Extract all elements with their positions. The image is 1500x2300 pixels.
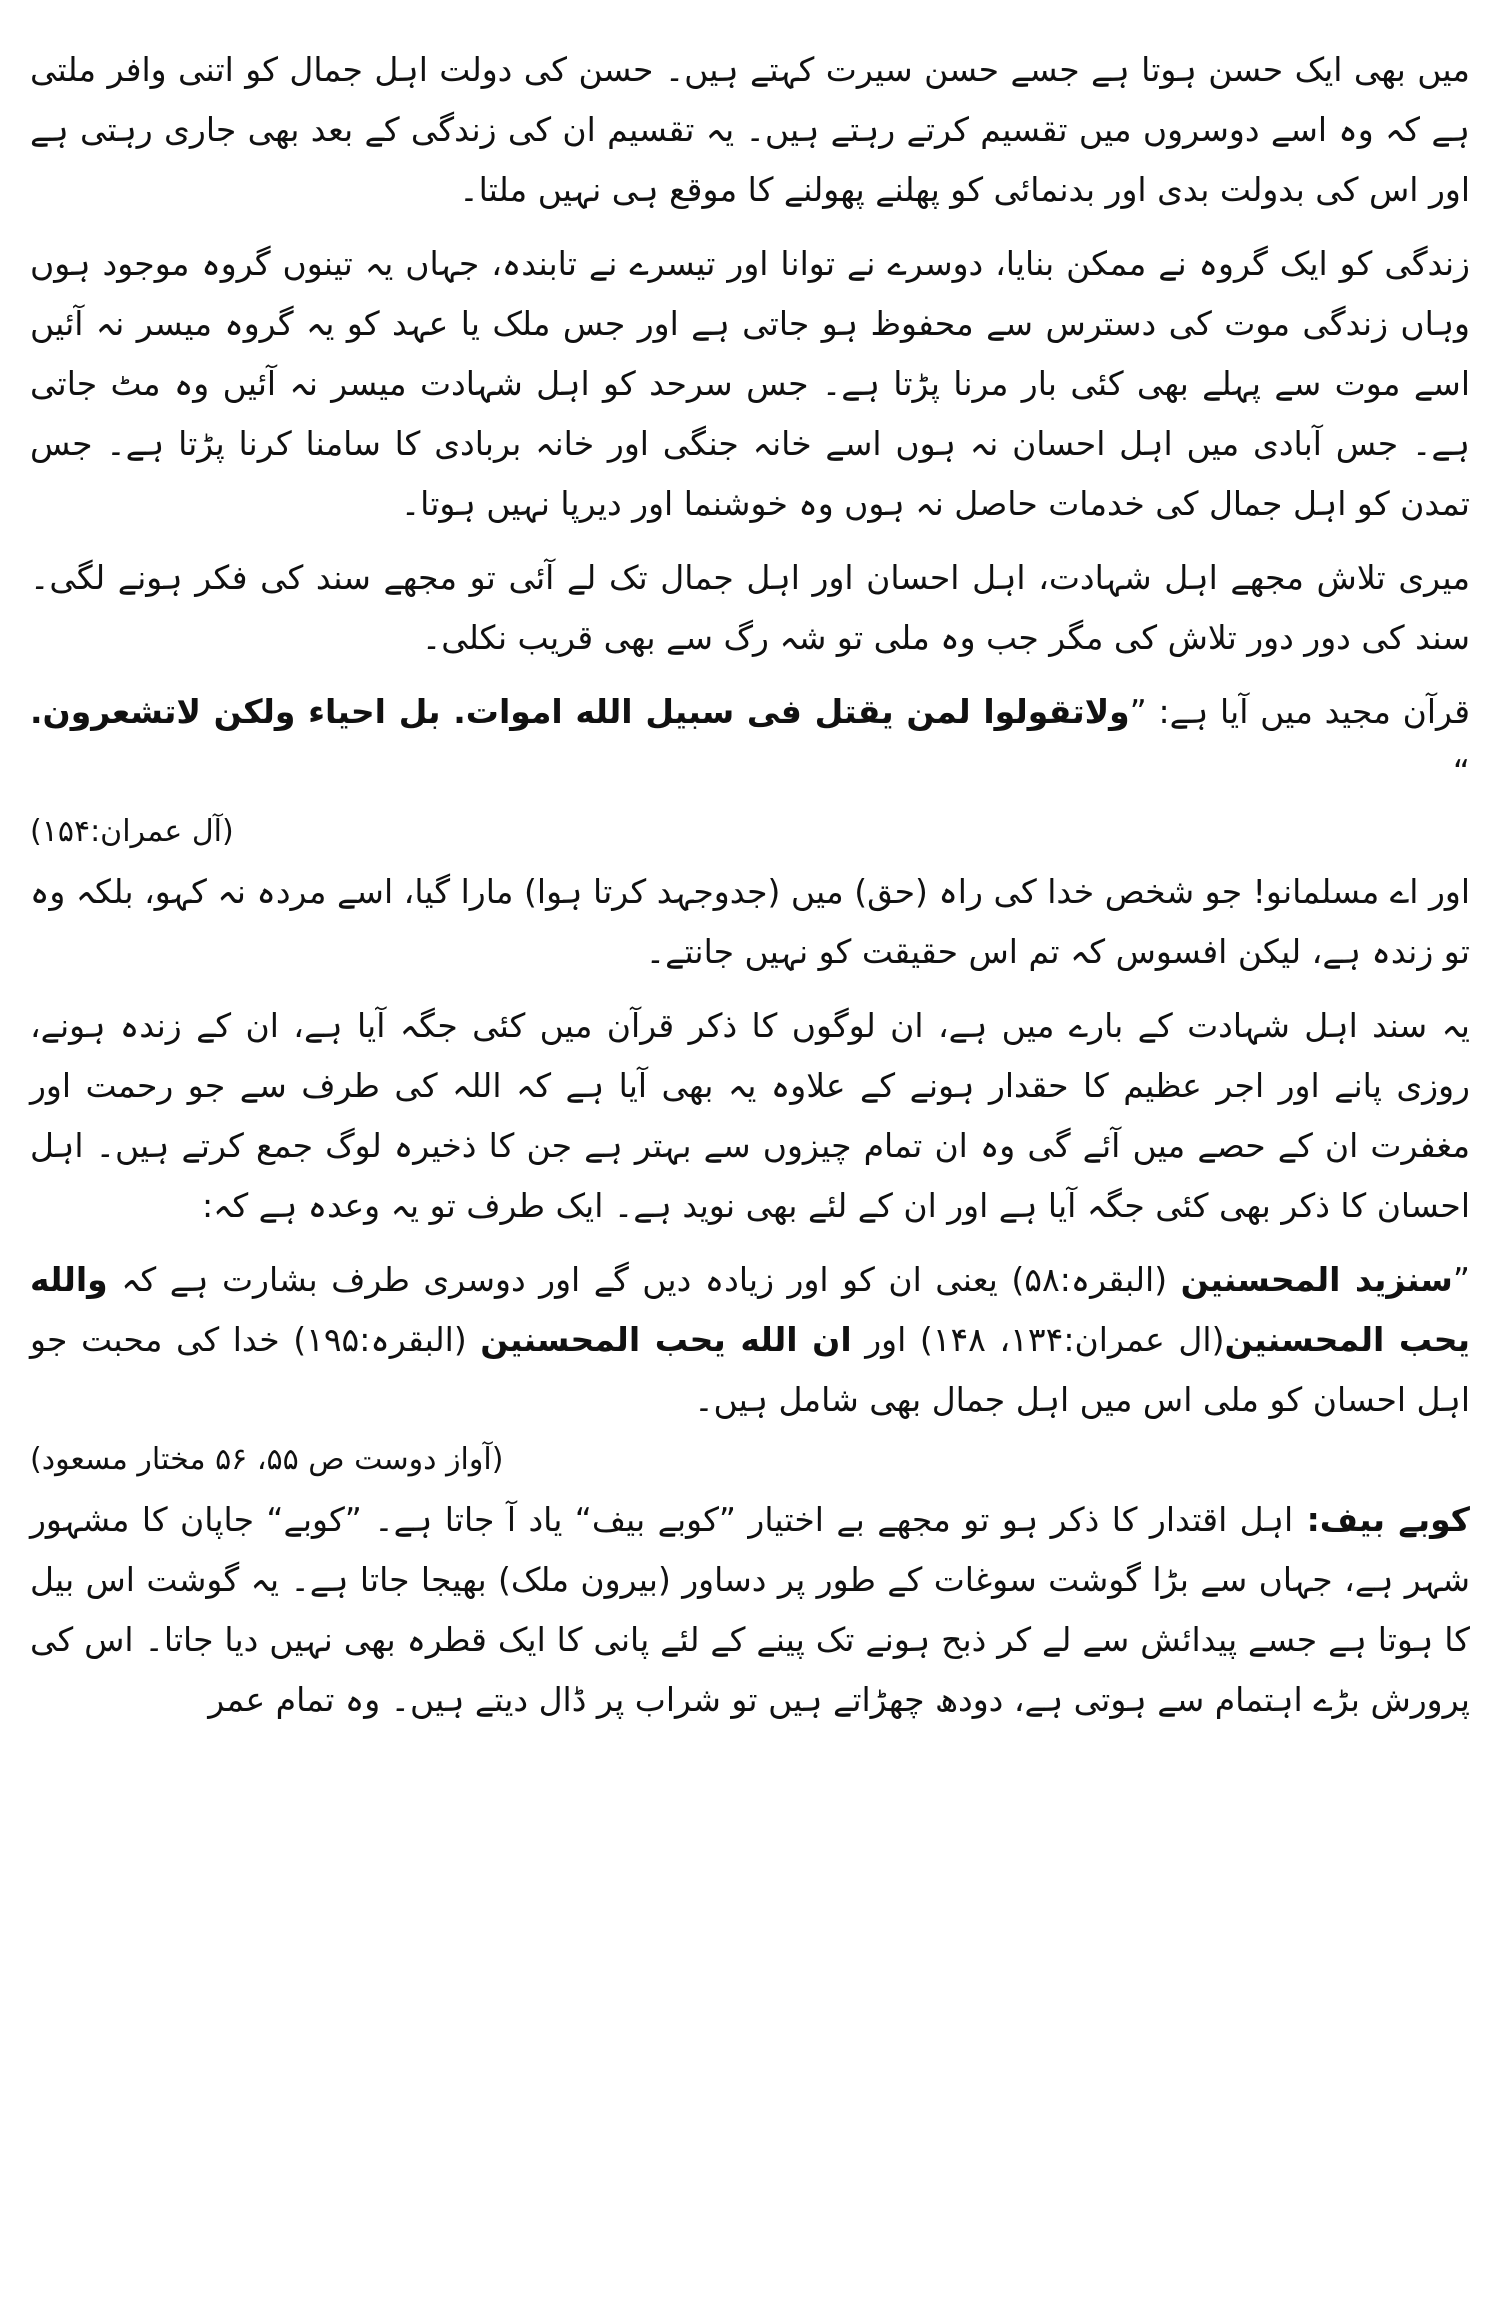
paragraph-6 — [30, 996, 1470, 1236]
verse-citation-text: (آل عمران:۱۵۴) — [30, 814, 234, 849]
paragraph-7-mid-1: یعنی ان کو اور زیادہ دیں گے اور دوسری طرف بشارت ہے کہ — [107, 1260, 998, 1299]
paragraph-1 — [30, 40, 1470, 220]
verse-2-reference: (ال عمران:۱۳۴، ۱۴۸) — [906, 1320, 1225, 1359]
source-citation-text: (آواز دوست ص ۵۵، ۵۶ مختار مسعود) — [30, 1442, 504, 1477]
paragraph-3-text: میری تلاش مجھے اہل شہادت، اہل احسان اور اہل جمال تک لے آئی تو مجھے سند کی فکر ہونے لگی۔ سند کی دور دور تلاش کی مگر جب وہ ملی تو شہ رگ سے بھی قریب نکلی۔ — [30, 558, 1470, 657]
arabic-verse: ولاتقولوا لمن یقتل فی سبیل الله اموات. بل احیاء ولکن لاتشعرون. — [30, 692, 1130, 731]
arabic-verse-1: سنزید المحسنین — [1180, 1260, 1453, 1299]
paragraph-5-text: اور اے مسلمانو! جو شخص خدا کی راہ (حق) میں (جدوجہد کرتا ہوا) مارا گیا، اسے مردہ نہ کہو، بلکہ وہ تو زندہ ہے، لیکن افسوس کہ تم اس حقیقت کو نہیں جانتے۔ — [30, 872, 1470, 971]
paragraph-7-tail: خدا کی محبت جو اہل احسان کو ملی اس میں اہل جمال بھی شامل ہیں۔ — [30, 1320, 1470, 1419]
section-heading-kobe-beef: کوبے بیف: — [1293, 1500, 1470, 1539]
paragraph-1-text: میں بھی ایک حسن ہوتا ہے جسے حسن سیرت کہتے ہیں۔ حسن کی دولت اہل جمال کو اتنی وافر ملتی ہے کہ وہ اسے دوسروں میں تقسیم کرتے رہتے ہیں۔ یہ تقسیم ان کی زندگی کے بعد بھی جاری رہتی ہے اور اس کی بدولت بدی اور بدنمائی کو پھلنے پھولنے کا موقع ہی نہیں ملتا۔ — [30, 50, 1470, 209]
paragraph-6-text: یہ سند اہل شہادت کے بارے میں ہے، ان لوگوں کا ذکر قرآن میں کئی جگہ آیا ہے، ان کے زندہ ہونے، روزی پانے اور اجر عظیم کا حقدار ہونے کے علاوہ یہ بھی آیا ہے کہ اللہ کی طرف سے جو رحمت اور مغفرت ان کے حصے میں آئے گی وہ ان تمام چیزوں سے بہتر ہے جن کا ذخیرہ لوگ جمع کرتے ہیں۔ اہل احسان کا ذکر بھی کئی جگہ آیا ہے اور ان کے لئے بھی نوید ہے۔ ایک طرف تو یہ وعدہ ہے کہ: — [30, 1006, 1470, 1225]
paragraph-8-kobe-beef — [30, 1490, 1470, 1730]
paragraph-5-translation — [30, 862, 1470, 982]
paragraph-4-quran-verse — [30, 682, 1470, 802]
verse-citation — [30, 802, 1470, 862]
paragraph-3 — [30, 548, 1470, 668]
verse-3-reference: (البقرہ:۱۹۵) — [279, 1320, 481, 1359]
paragraph-7-lead: ” — [1452, 1260, 1470, 1299]
verse-1-reference: (البقرہ:۵۸) — [997, 1260, 1181, 1299]
paragraph-8-text: اہل اقتدار کا ذکر ہو تو مجھے بے اختیار ”کوبے بیف“ یاد آ جاتا ہے۔ ”کوبے“ جاپان کا مشہور شہر ہے، جہاں سے بڑا گوشت سوغات کے طور پر دساور (بیرون ملک) بھیجا جاتا ہے۔ یہ گوشت اس بیل کا ہوتا ہے جسے پیدائش سے لے کر ذبح ہونے تک پینے کے لئے پانی کا ایک قطرہ بھی نہیں دیا جاتا۔ اس کی پرورش بڑے اہتمام سے ہوتی ہے، دودھ چھڑاتے ہیں تو شراب پر ڈال دیتے ہیں۔ وہ تمام عمر — [30, 1500, 1470, 1719]
paragraph-4-lead: قرآن مجید میں آیا ہے: ” — [1129, 692, 1470, 731]
paragraph-2-text: زندگی کو ایک گروہ نے ممکن بنایا، دوسرے نے توانا اور تیسرے نے تابندہ، جہاں یہ تینوں گروہ موجود ہوں وہاں زندگی موت کی دسترس سے محفوظ ہو جاتی ہے اور جس ملک یا عہد کو یہ گروہ میسر نہ آئیں اسے موت سے پہلے بھی کئی بار مرنا پڑتا ہے۔ جس سرحد کو اہل شہادت میسر نہ آئیں وہ مٹ جاتی ہے۔ جس آبادی میں اہل احسان نہ ہوں اسے خانہ جنگی اور خانہ بربادی کا سامنا کرنا پڑتا ہے۔ جس تمدن کو اہل جمال کی خدمات حاصل نہ ہوں وہ خوشنما اور دیرپا نہیں ہوتا۔ — [30, 244, 1470, 523]
paragraph-4-tail: “ — [1452, 752, 1470, 791]
arabic-verse-3: ان الله یحب المحسنین — [480, 1320, 852, 1359]
paragraph-2 — [30, 234, 1470, 534]
source-citation — [30, 1430, 1470, 1490]
document-page — [30, 40, 1470, 2280]
arabic-verse-2: والله یحب المحسنین — [30, 1260, 1470, 1359]
paragraph-7-verses — [30, 1250, 1470, 1430]
paragraph-7-mid-2: اور — [851, 1320, 907, 1359]
